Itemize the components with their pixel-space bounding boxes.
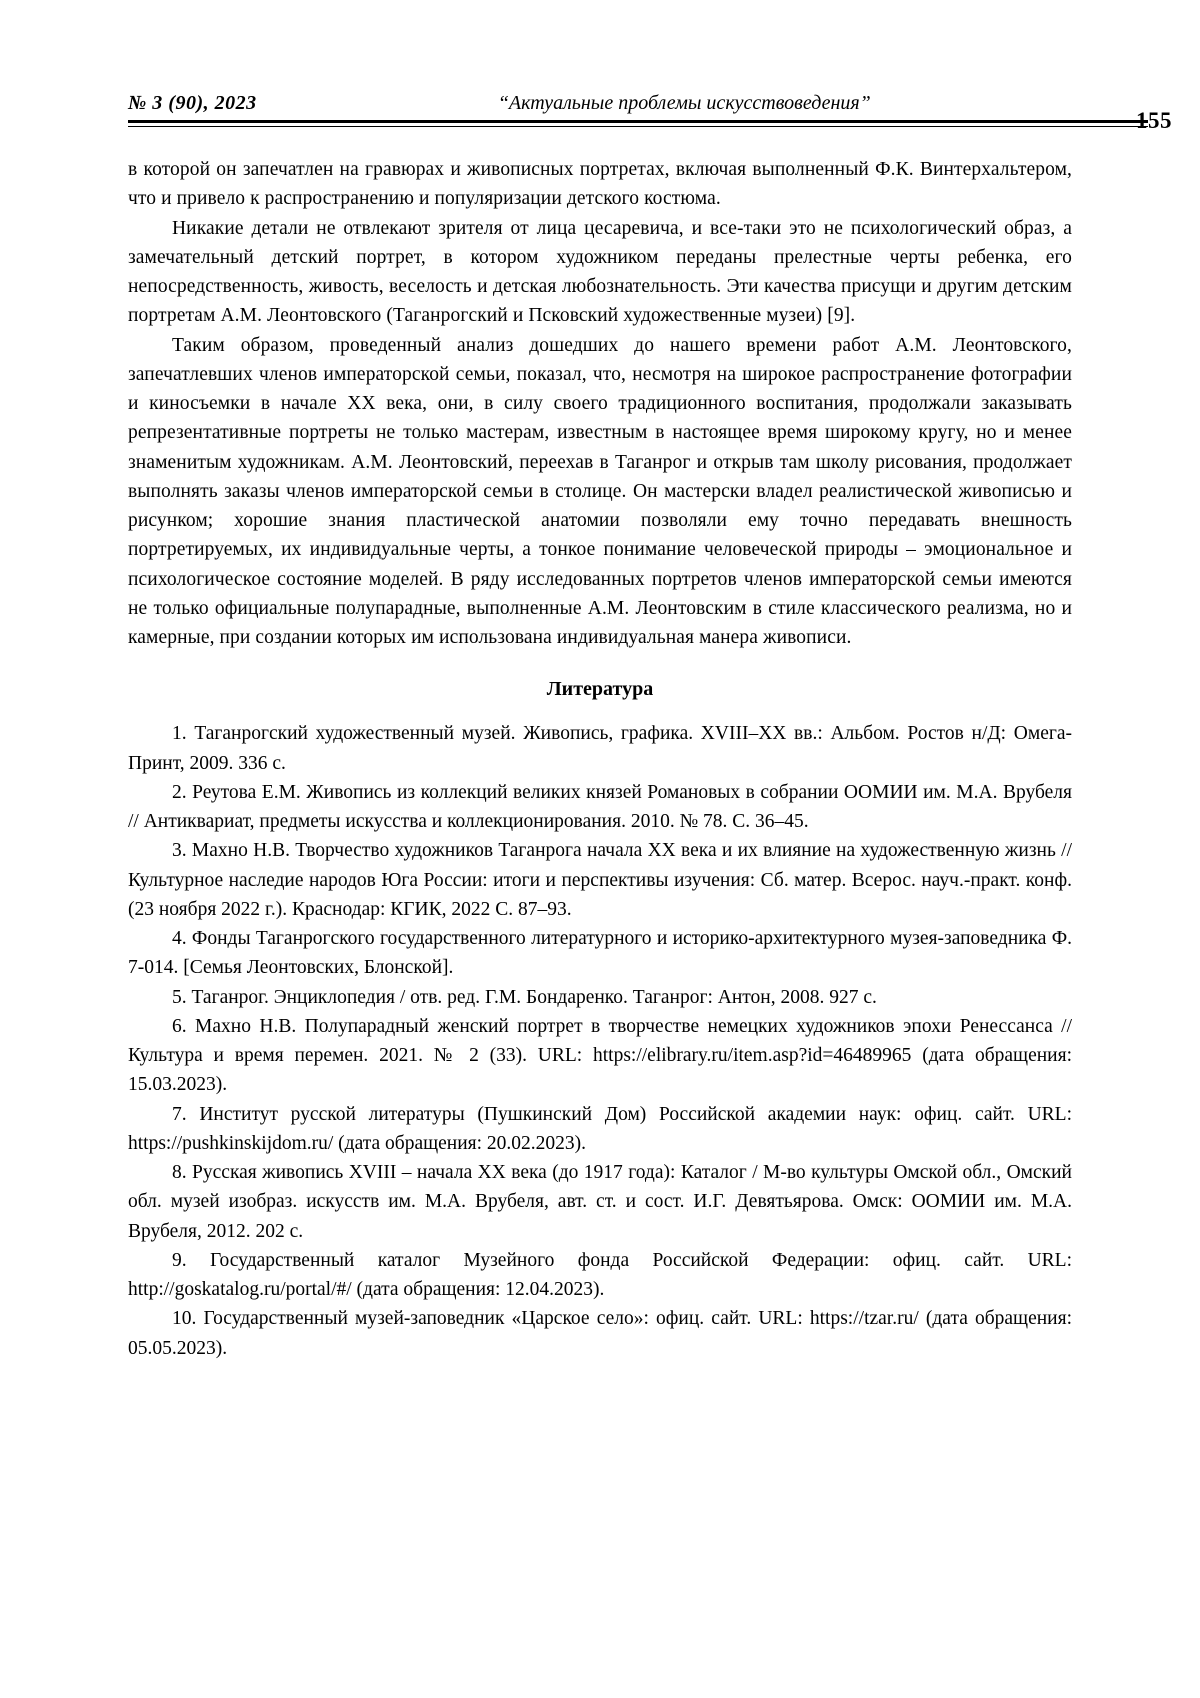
divider-thin xyxy=(128,126,1148,127)
reference-item: 6. Махно Н.В. Полупарадный женский портрет в творчестве немецких художников эпохи Ренессанса // Культура и время перемен. 2021. № 2 (33). URL: https://elibrary.ru/item.asp?id=46489965 (дата обращения: 15.03.2023). xyxy=(128,1015,1072,1096)
reference-item: 2. Реутова Е.М. Живопись из коллекций великих князей Романовых в собрании ООМИИ им. М.А. Врубеля // Антиквариат, предметы искусства и коллекционирования. 2010. № 78. С. 36–45. xyxy=(128,781,1072,832)
reference-item: 8. Русская живопись XVIII – начала XX века (до 1917 года): Каталог / М-во культуры Омской обл., Омский обл. музей изобраз. искусств им. М.А. Врубеля, авт. ст. и сост. И.Г. Девятьярова. Омск: ООМИИ им. М.А. Врубеля, 2012. 202 с. xyxy=(128,1162,1072,1242)
body-text xyxy=(128,155,1072,652)
reference-item: 4. Фонды Таганрогского государственного литературного и историко-архитектурного музея-заповедника Ф. 7-014. [Семья Леонтовских, Блонской]. xyxy=(128,928,1072,979)
header-divider xyxy=(128,120,1148,127)
journal-title: “Актуальные проблемы искусствоведения” xyxy=(497,92,871,114)
reference-item: 5. Таганрог. Энциклопедия / отв. ред. Г.М. Бондаренко. Таганрог: Антон, 2008. 927 с. xyxy=(172,986,877,1008)
paragraph: Никакие детали не отвлекают зрителя от лица цесаревича, и все-таки это не психологический образ, а замечательный детский портрет, в котором художником переданы прелестные черты ребенка, его непосредственность, живость, веселость и детская любознательность. Эти качества присущи и другим детским портретам А.М. Леонтовского (Таганрогский и Псковский художественные музеи) [9]. xyxy=(128,217,1072,327)
page-header xyxy=(128,92,1072,114)
reference-item: 10. Государственный музей-заповедник «Царское село»: офиц. сайт. URL: https://tzar.ru/ (дата обращения: 05.05.2023). xyxy=(128,1308,1072,1359)
references-heading: Литература xyxy=(546,678,654,701)
references-list xyxy=(128,719,1072,1363)
reference-item: 9. Государственный каталог Музейного фонда Российской Федерации: офиц. сайт. URL: http://goskatalog.ru/portal/#/ (дата обращения: 12.04.2023). xyxy=(128,1249,1072,1300)
page-number: 155 xyxy=(1136,108,1172,133)
issue-label: № 3 (90), 2023 xyxy=(128,92,257,114)
paragraph: Таким образом, проведенный анализ дошедших до нашего времени работ А.М. Леонтовского, запечатлевших членов императорской семьи, показал, что, несмотря на широкое распространение фотографии и киносъемки в начале XX века, они, в силу своего традиционного воспитания, продолжали заказывать репрезентативные портреты не только мастерам, известным в настоящее время широкому кругу, но и менее знаменитым художникам. А.М. Леонтовский, переехав в Таганрог и открыв там школу рисования, продолжает выполнять заказы членов императорской семьи в столице. Он мастерски владел реалистической живописью и рисунком; хорошие знания пластической анатомии позволяли ему точно передавать внешность портретируемых, их индивидуальные черты, а тонкое понимание человеческой природы – эмоциональное и психологическое состояние моделей. В ряду исследованных портретов членов императорской семьи имеются не только официальные полупарадные, выполненные А.М. Леонтовским в стиле классического реализма, но и камерные, при создании которых им использована индивидуальная манера живописи. xyxy=(128,334,1072,648)
reference-item: 1. Таганрогский художественный музей. Живопись, графика. XVIII–XX вв.: Альбом. Ростов н/Д: Омега-Принт, 2009. 336 с. xyxy=(128,723,1072,774)
reference-item: 7. Институт русской литературы (Пушкинский Дом) Российской академии наук: офиц. сайт. URL: https://pushkinskijdom.ru/ (дата обращения: 20.02.2023). xyxy=(128,1103,1072,1154)
paragraph: в которой он запечатлен на гравюрах и живописных портретах, включая выполненный Ф.К. Винтерхальтером, что и привело к распространению и популяризации детского костюма. xyxy=(128,159,1072,210)
reference-item: 3. Махно Н.В. Творчество художников Таганрога начала XX века и их влияние на художественную жизнь // Культурное наследие народов Юга России: итоги и перспективы изучения: Сб. матер. Всерос. науч.-практ. конф. (23 ноября 2022 г.). Краснодар: КГИК, 2022 С. 87–93. xyxy=(128,840,1072,920)
divider-thick xyxy=(128,120,1148,123)
